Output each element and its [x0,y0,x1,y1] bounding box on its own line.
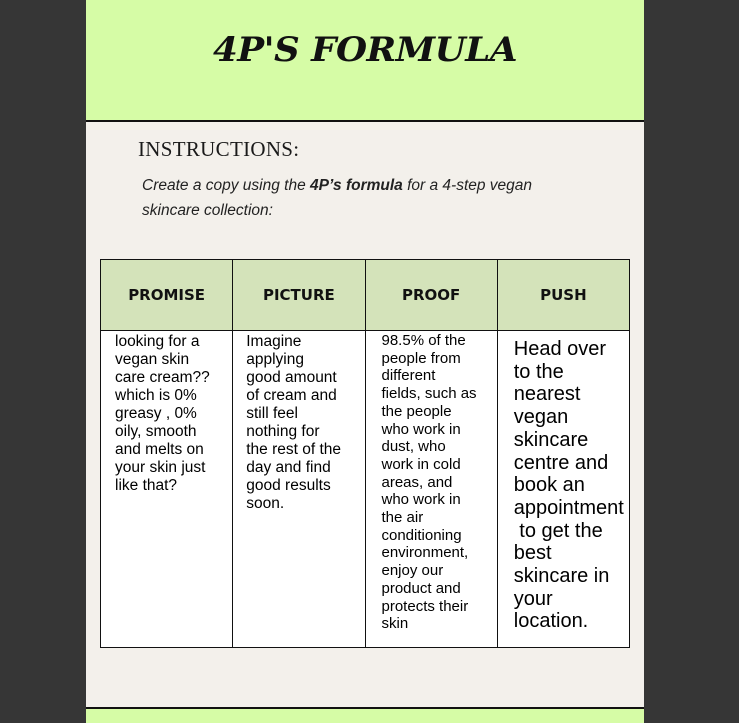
cell-line: vegan skin [115,351,190,368]
cell-line: of cream and [246,387,337,404]
cell-line: applying [246,351,304,368]
cell-line: enjoy our [381,562,444,580]
cell-line: your [513,587,553,610]
cell-line: location. [513,610,589,633]
cell-line: conditioning [381,526,462,544]
cell-line: skin [381,615,409,633]
cell-line: nothing for [246,423,320,440]
cell-line: fields, such as [381,385,477,403]
header-picture: PICTURE [233,260,365,331]
header-proof: PROOF [365,260,497,331]
cell-line: day and find [246,459,331,476]
cell-push-text [498,331,629,633]
cell-line: areas, and [381,473,453,491]
cell-promise [101,331,233,648]
cell-proof [365,331,497,648]
cell-line: who work in [381,420,461,438]
cell-line: which is 0% [115,387,197,404]
page-title: 4P'S FORMULA [212,30,518,70]
cell-line: greasy , 0% [115,405,197,422]
cell-line: to the [513,360,564,383]
cell-line: environment, [381,544,469,562]
cell-line: different [381,367,436,385]
cell-line: the rest of the [246,441,342,458]
cell-line: skincare [513,428,589,451]
footer-band [86,707,644,723]
cell-line: who work in [381,491,461,509]
document-page [86,0,644,723]
cell-line: people from [381,349,461,367]
cell-line: nearest [513,383,581,406]
cell-picture [233,331,365,648]
cell-line: appointment [513,496,624,519]
cell-line: best [513,542,552,565]
cell-line: like that? [115,477,178,494]
cell-line: the air [381,509,424,527]
cell-line: Imagine [246,333,302,350]
cell-line: good results [246,477,331,494]
header-promise: PROMISE [101,260,233,331]
cell-line: oily, smooth [115,423,197,440]
instructions-text-bold: 4P’s formula [310,177,403,194]
cell-line: skincare in [513,565,610,588]
cell-line: work in cold [381,455,461,473]
cell-line: good amount [246,369,337,386]
table-row [101,331,630,648]
cell-line: vegan [513,406,569,429]
header-push: PUSH [497,260,629,331]
cell-line: still feel [246,405,298,422]
cell-line: care cream?? [115,369,210,386]
cell-line: book an [513,474,585,497]
title-banner [86,0,644,122]
table-header-row [101,260,630,331]
cell-line: and melts on [115,441,204,458]
cell-line: the people [381,402,452,420]
cell-line: your skin just [115,459,206,476]
instructions-text [142,173,562,223]
cell-line: to get the [513,519,603,542]
cell-proof-text [366,331,497,633]
cell-line: dust, who [381,438,446,456]
instructions-text-end: for a 4-step vegan skincare collection: [142,177,533,219]
cell-push [497,331,629,648]
cell-line: protects their [381,597,469,615]
cell-line: Head over [513,338,607,360]
cell-line: 98.5% of the [381,332,466,349]
instructions-heading: INSTRUCTIONS: [138,137,300,161]
cell-line: looking for a [115,333,200,350]
formula-table [100,259,630,648]
instructions-text-start: Create a copy using the [142,177,311,194]
cell-line: centre and [513,451,609,474]
cell-line: product and [381,579,461,597]
cell-picture-text [233,331,364,513]
cell-line: soon. [246,495,285,512]
cell-promise-text [101,331,232,495]
